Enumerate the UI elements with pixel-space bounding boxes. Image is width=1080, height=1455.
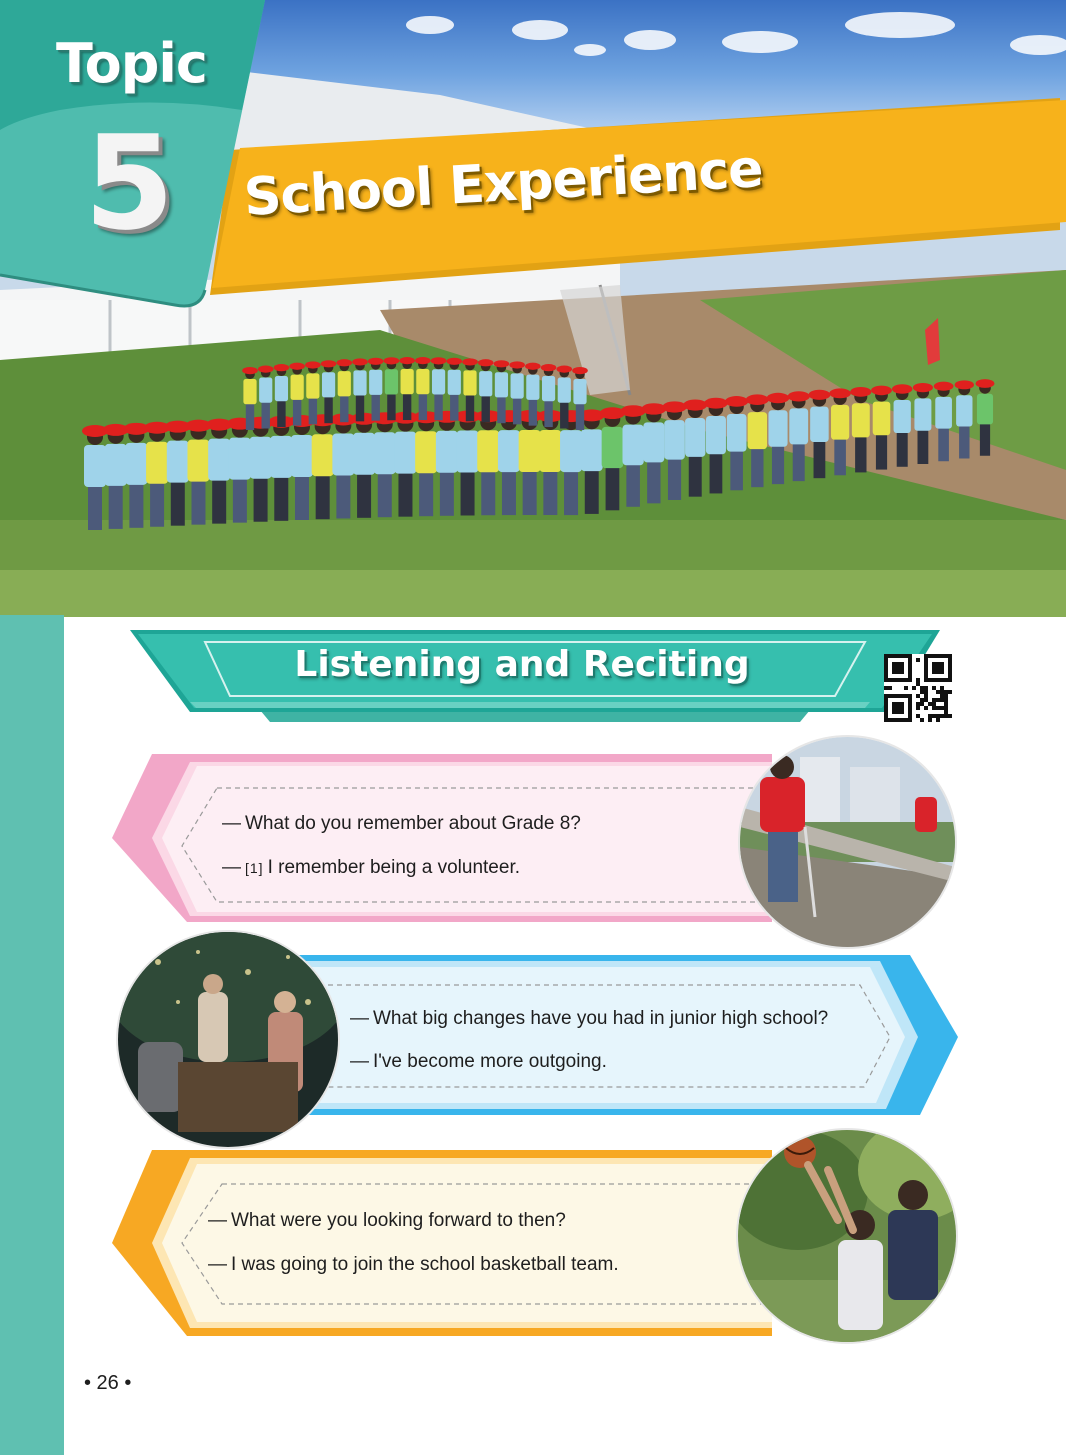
side-strip — [0, 615, 64, 1455]
campfire-photo — [116, 930, 340, 1149]
dialogue-2-answer: — I've become more outgoing. — [350, 1051, 607, 1072]
header-photo — [0, 0, 1066, 617]
topic-word: Topic — [56, 32, 207, 95]
dialogue-1-answer: — [1] I remember being a volunteer. — [222, 857, 520, 878]
volunteer-photo — [738, 735, 957, 949]
qr-code-icon[interactable] — [884, 654, 952, 722]
dialogue-card-2-shape — [290, 955, 960, 1120]
topic-title: School Experience — [242, 139, 764, 228]
page-number: • 26 • — [84, 1372, 132, 1394]
topic-number: 5 — [84, 107, 175, 259]
audio-marker: [1] — [245, 860, 264, 876]
dialogue-1-question: — What do you remember about Grade 8? — [222, 813, 581, 834]
dialogue-card-2 — [290, 955, 960, 1120]
section-title: Listening and Reciting — [294, 644, 750, 685]
section-banner — [130, 630, 950, 730]
dialogue-3-question: — What were you looking forward to then? — [208, 1210, 566, 1231]
basketball-photo — [736, 1128, 958, 1344]
dialogue-3-answer: — I was going to join the school basketball team. — [208, 1254, 619, 1275]
dialogue-2-question: — What big changes have you had in junior high school? — [350, 1008, 829, 1029]
